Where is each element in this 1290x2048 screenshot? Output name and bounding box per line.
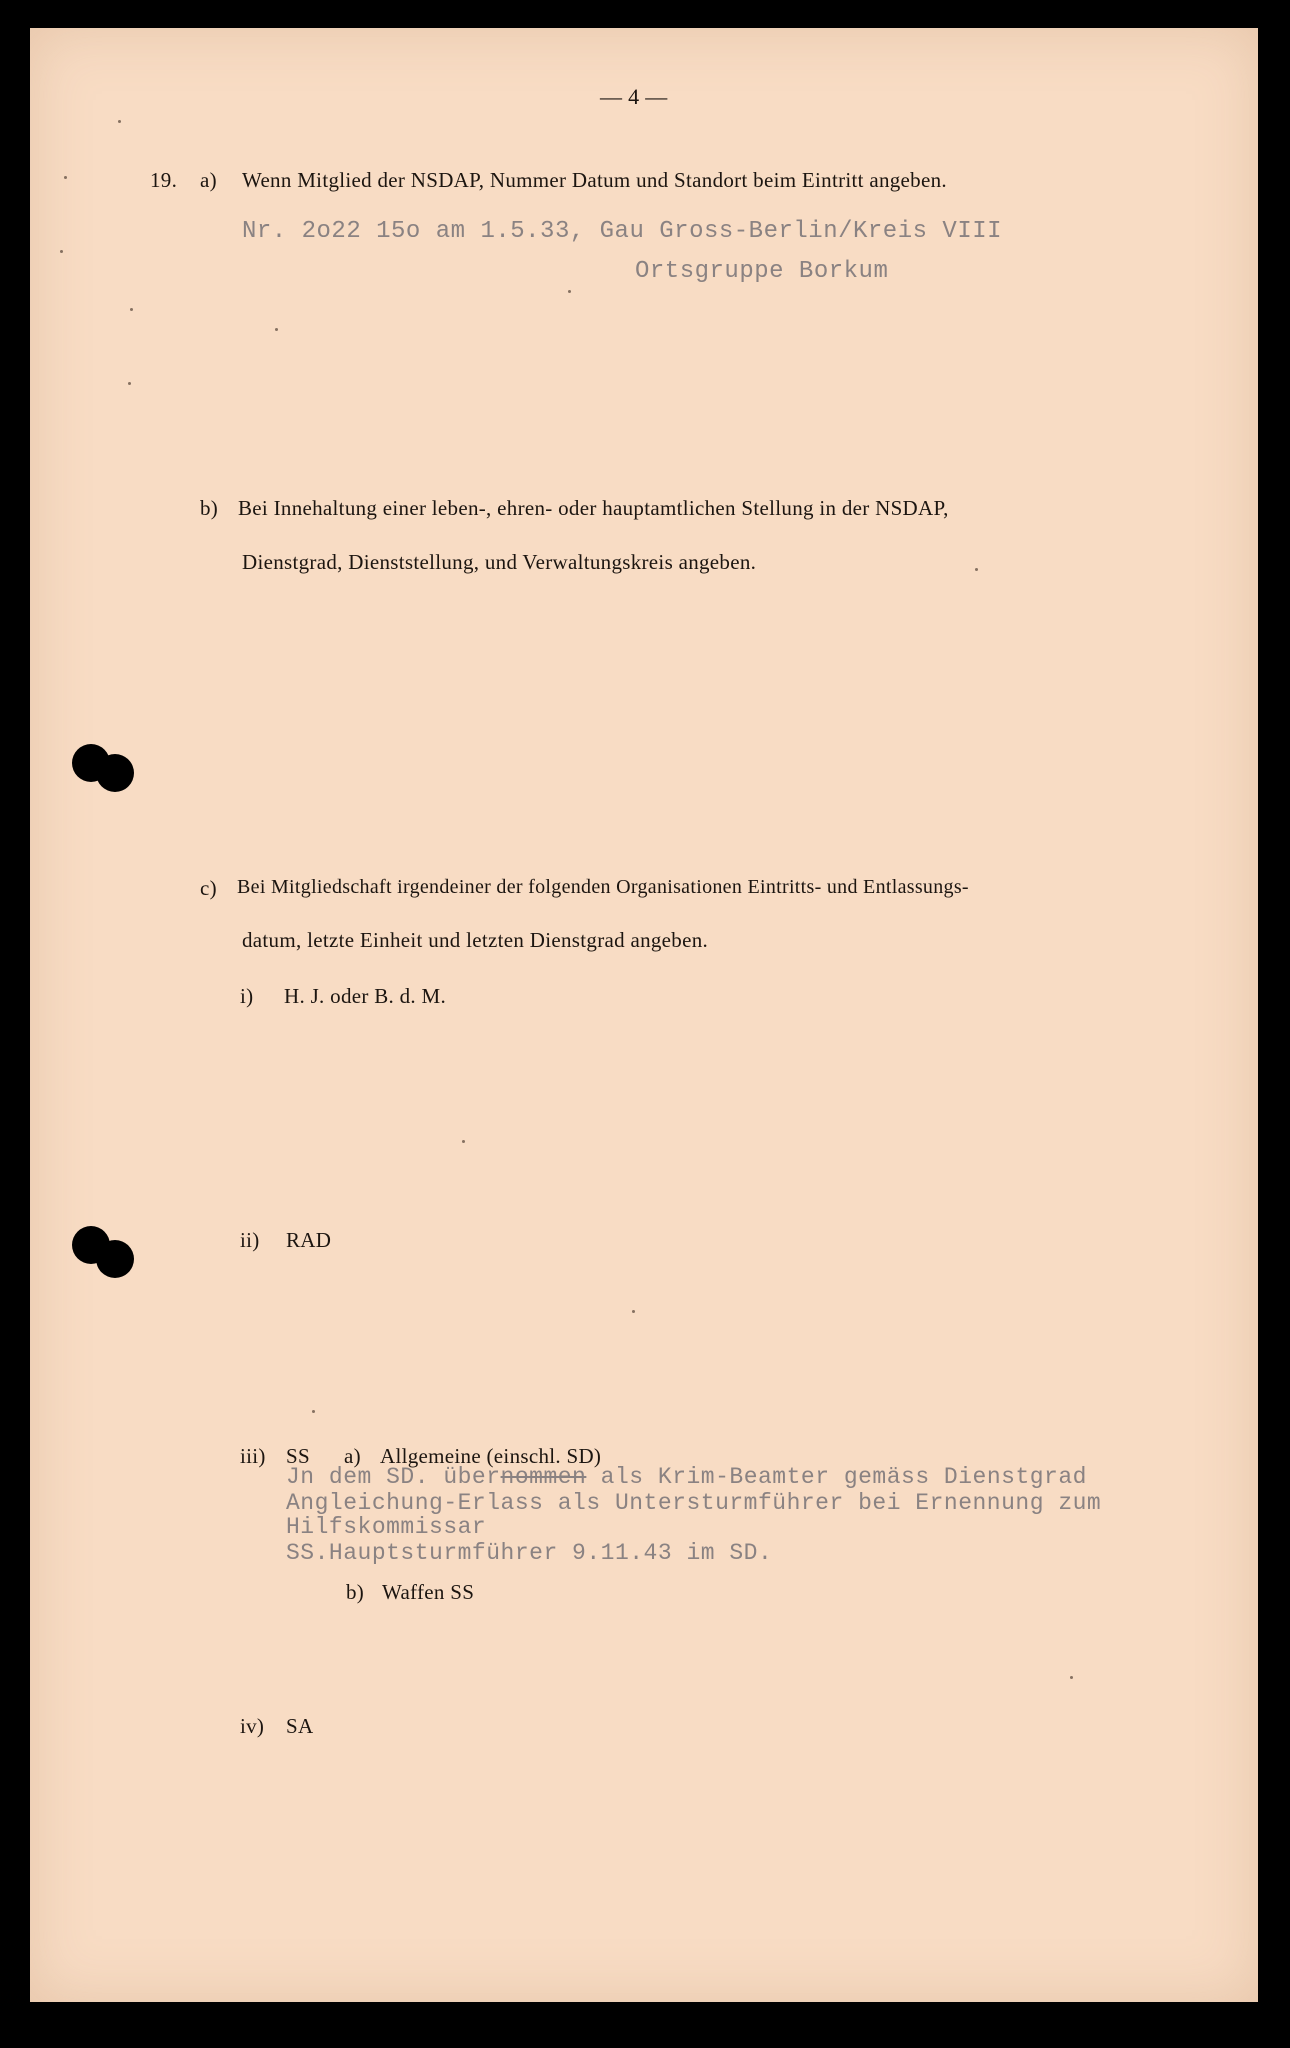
answer-ss-line3: Hilfskommissar [286,1514,487,1540]
document-page [30,28,1258,2002]
punch-hole-bottom-2 [96,1240,134,1278]
answer-ss-line4: SS.Hauptsturmführer 9.11.43 im SD. [286,1540,773,1566]
question-b-text-line1: Bei Innehaltung einer leben-, ehren- oder hauptamtlichen Stellung in der NSDAP, [238,496,949,520]
question-c-text-line1: Bei Mitgliedschaft irgendeiner der folgenden Organisationen Eintritts- und Entlassungs- [237,876,969,898]
question-number: 19. [150,168,178,192]
item-ii-label: RAD [286,1228,332,1252]
answer-ss-line1-pre: Jn dem SD. über [286,1464,501,1490]
margin-speck [568,290,571,293]
answer-ss-line1 [286,1464,1087,1490]
item-iii-b-label: Waffen SS [382,1580,475,1604]
question-c-text-line2: datum, letzte Einheit und letzten Dienstgrad angeben. [242,928,709,952]
item-ii-marker: ii) [240,1228,260,1252]
margin-speck [130,308,133,311]
item-iii-marker: iii) [240,1444,266,1468]
answer-ss-line1-struck: nommen [500,1464,587,1490]
item-iv-label: SA [286,1714,314,1738]
answer-a-line1: Nr. 2o22 15o am 1.5.33, Gau Gross-Berlin/Kreis VIII [242,218,1003,245]
item-i-marker: i) [240,984,254,1008]
margin-speck [975,568,978,571]
item-iii-b-marker: b) [346,1580,365,1604]
item-iv-marker: iv) [240,1714,265,1738]
margin-speck [128,382,131,385]
answer-ss-line2: Angleichung-Erlass als Untersturmführer bei Ernennung zum [286,1490,1102,1516]
question-a-text: Wenn Mitglied der NSDAP, Nummer Datum und Standort beim Eintritt angeben. [242,168,947,192]
question-c-marker: c) [200,876,217,900]
margin-speck [275,328,278,331]
page-number: — 4 — [600,84,668,109]
margin-speck [118,120,121,123]
answer-a-line2: Ortsgruppe Borkum [635,258,889,285]
question-b-marker: b) [200,496,219,520]
item-iii-a-label: Allgemeine (einschl. SD) [380,1444,602,1468]
question-a-marker: a) [200,168,217,192]
margin-speck [1070,1676,1073,1679]
margin-speck [64,176,67,179]
margin-speck [312,1410,315,1413]
answer-ss-line1-post: als Krim-Beamter gemäss Dienstgrad [586,1464,1087,1490]
margin-speck [60,250,63,253]
question-b-text-line2: Dienstgrad, Dienststellung, und Verwaltungskreis angeben. [242,550,757,574]
item-i-label: H. J. oder B. d. M. [284,984,447,1008]
margin-speck [462,1140,465,1143]
margin-speck [632,1310,635,1313]
item-iii-label: SS [286,1444,310,1468]
punch-hole-top-2 [96,754,134,792]
item-iii-a-marker: a) [344,1444,361,1468]
